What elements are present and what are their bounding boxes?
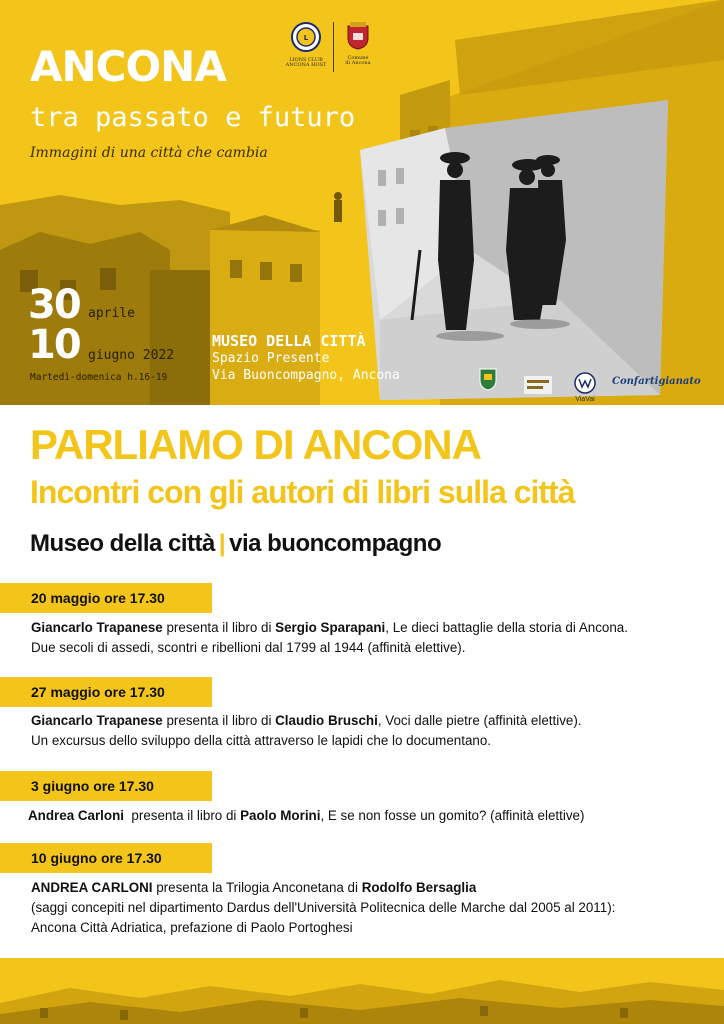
event-location — [30, 530, 441, 558]
event-author: Rodolfo Bersaglia — [361, 880, 477, 895]
event-book: , Le dieci battaglie della storia di Ancona. — [385, 620, 628, 635]
lions-club-name: LIONS CLUB ANCONA HOST — [285, 56, 327, 68]
ancona-crest-icon — [346, 22, 370, 50]
svg-text:L: L — [303, 34, 309, 42]
opening-hours: Martedì-domenica h.16-19 — [30, 372, 168, 383]
sponsor-brau-logo — [524, 376, 552, 396]
event-date: 10 giugno ore 17.30 — [31, 850, 162, 866]
event-presenter: Giancarlo Trapanese — [31, 620, 163, 635]
start-day: 30 — [28, 282, 80, 328]
venue-line1: Spazio Presente — [212, 351, 330, 366]
venue-block — [212, 332, 400, 384]
exhibition-banner — [0, 0, 724, 405]
end-day: 10 — [28, 322, 80, 368]
sponsor-crest-logo — [478, 366, 498, 394]
event-date: 27 maggio ore 17.30 — [31, 684, 165, 700]
event-verb: presenta il libro di — [162, 620, 276, 635]
event-description — [31, 711, 711, 751]
event-verb: presenta il libro di — [123, 808, 241, 823]
event-book: , E se non fosse un gomito? (affinità elettive) — [320, 808, 585, 823]
exhibition-tagline: Immagini di una città che cambia — [30, 145, 268, 161]
footer-photo-strip — [0, 958, 724, 1024]
sponsor-brau-icon — [524, 376, 552, 394]
sponsor-viavai-label: ViaVai — [575, 396, 595, 403]
event-description — [28, 806, 708, 826]
event-date-bar — [0, 583, 212, 613]
event-author: Claudio Bruschi — [275, 713, 378, 728]
venue-name: MUSEO DELLA CITTÀ — [212, 332, 366, 350]
location-museum: Museo della città — [30, 530, 215, 557]
event-author: Sergio Sparapani — [275, 620, 386, 635]
comune-ancona-logo — [340, 22, 376, 67]
sponsor-crest-icon — [478, 366, 498, 392]
location-separator: | — [218, 530, 226, 557]
location-street: via buoncompagno — [229, 530, 442, 557]
lions-emblem-icon — [291, 22, 321, 52]
sponsor-confartigianato-logo — [612, 376, 701, 387]
event-description — [31, 878, 711, 938]
viavai-vw-icon — [574, 372, 596, 394]
event-presenter: Andrea Carloni — [28, 808, 124, 823]
event-book-line3: Ancona Città Adriatica, prefazione di Paolo Portoghesi — [31, 920, 353, 935]
exhibition-title: ANCONA — [30, 42, 226, 91]
venue-line2: Via Buoncompagno, Ancona — [212, 368, 400, 383]
event-verb: presenta la Trilogia Anconetana di — [152, 880, 362, 895]
event-series-subtitle: Incontri con gli autori di libri sulla città — [30, 474, 575, 510]
event-book-line2: Un excursus dello sviluppo della città attraverso le lapidi che lo documentano. — [31, 733, 492, 748]
comune-label-line2: di Ancona — [345, 60, 371, 66]
comune-label-line1: Comune — [347, 54, 369, 61]
event-book-line2: (saggi concepiti nel dipartimento Dardus dell'Università Politecnica delle Marche dal 2005 al 2011): — [31, 900, 616, 915]
event-date-bar — [0, 843, 212, 873]
logo-divider — [333, 22, 334, 72]
event-presenter: ANDREA CARLONI — [31, 880, 153, 895]
sponsor-confartigianato-label: Confartigianato — [612, 376, 701, 387]
end-month: giugno 2022 — [88, 348, 175, 363]
event-book-line2: Due secoli di assedi, scontri e ribellioni dal 1799 al 1944 (affinità elettive). — [31, 640, 466, 655]
event-author: Paolo Morini — [240, 808, 321, 823]
event-date: 20 maggio ore 17.30 — [31, 590, 165, 606]
event-presenter: Giancarlo Trapanese — [31, 713, 163, 728]
event-series-title: PARLIAMO DI ANCONA — [30, 421, 481, 468]
lions-club-logo — [283, 22, 329, 69]
sponsor-viavai-logo — [574, 372, 596, 403]
footer-rooftops-image — [0, 958, 724, 1024]
start-month: aprile — [88, 306, 135, 321]
exhibition-subtitle: tra passato e futuro — [30, 102, 356, 133]
event-date: 3 giugno ore 17.30 — [31, 778, 154, 794]
event-book: , Voci dalle pietre (affinità elettive). — [377, 713, 582, 728]
event-date-bar — [0, 771, 212, 801]
event-verb: presenta il libro di — [162, 713, 276, 728]
event-description — [31, 618, 711, 658]
event-date-bar — [0, 677, 212, 707]
